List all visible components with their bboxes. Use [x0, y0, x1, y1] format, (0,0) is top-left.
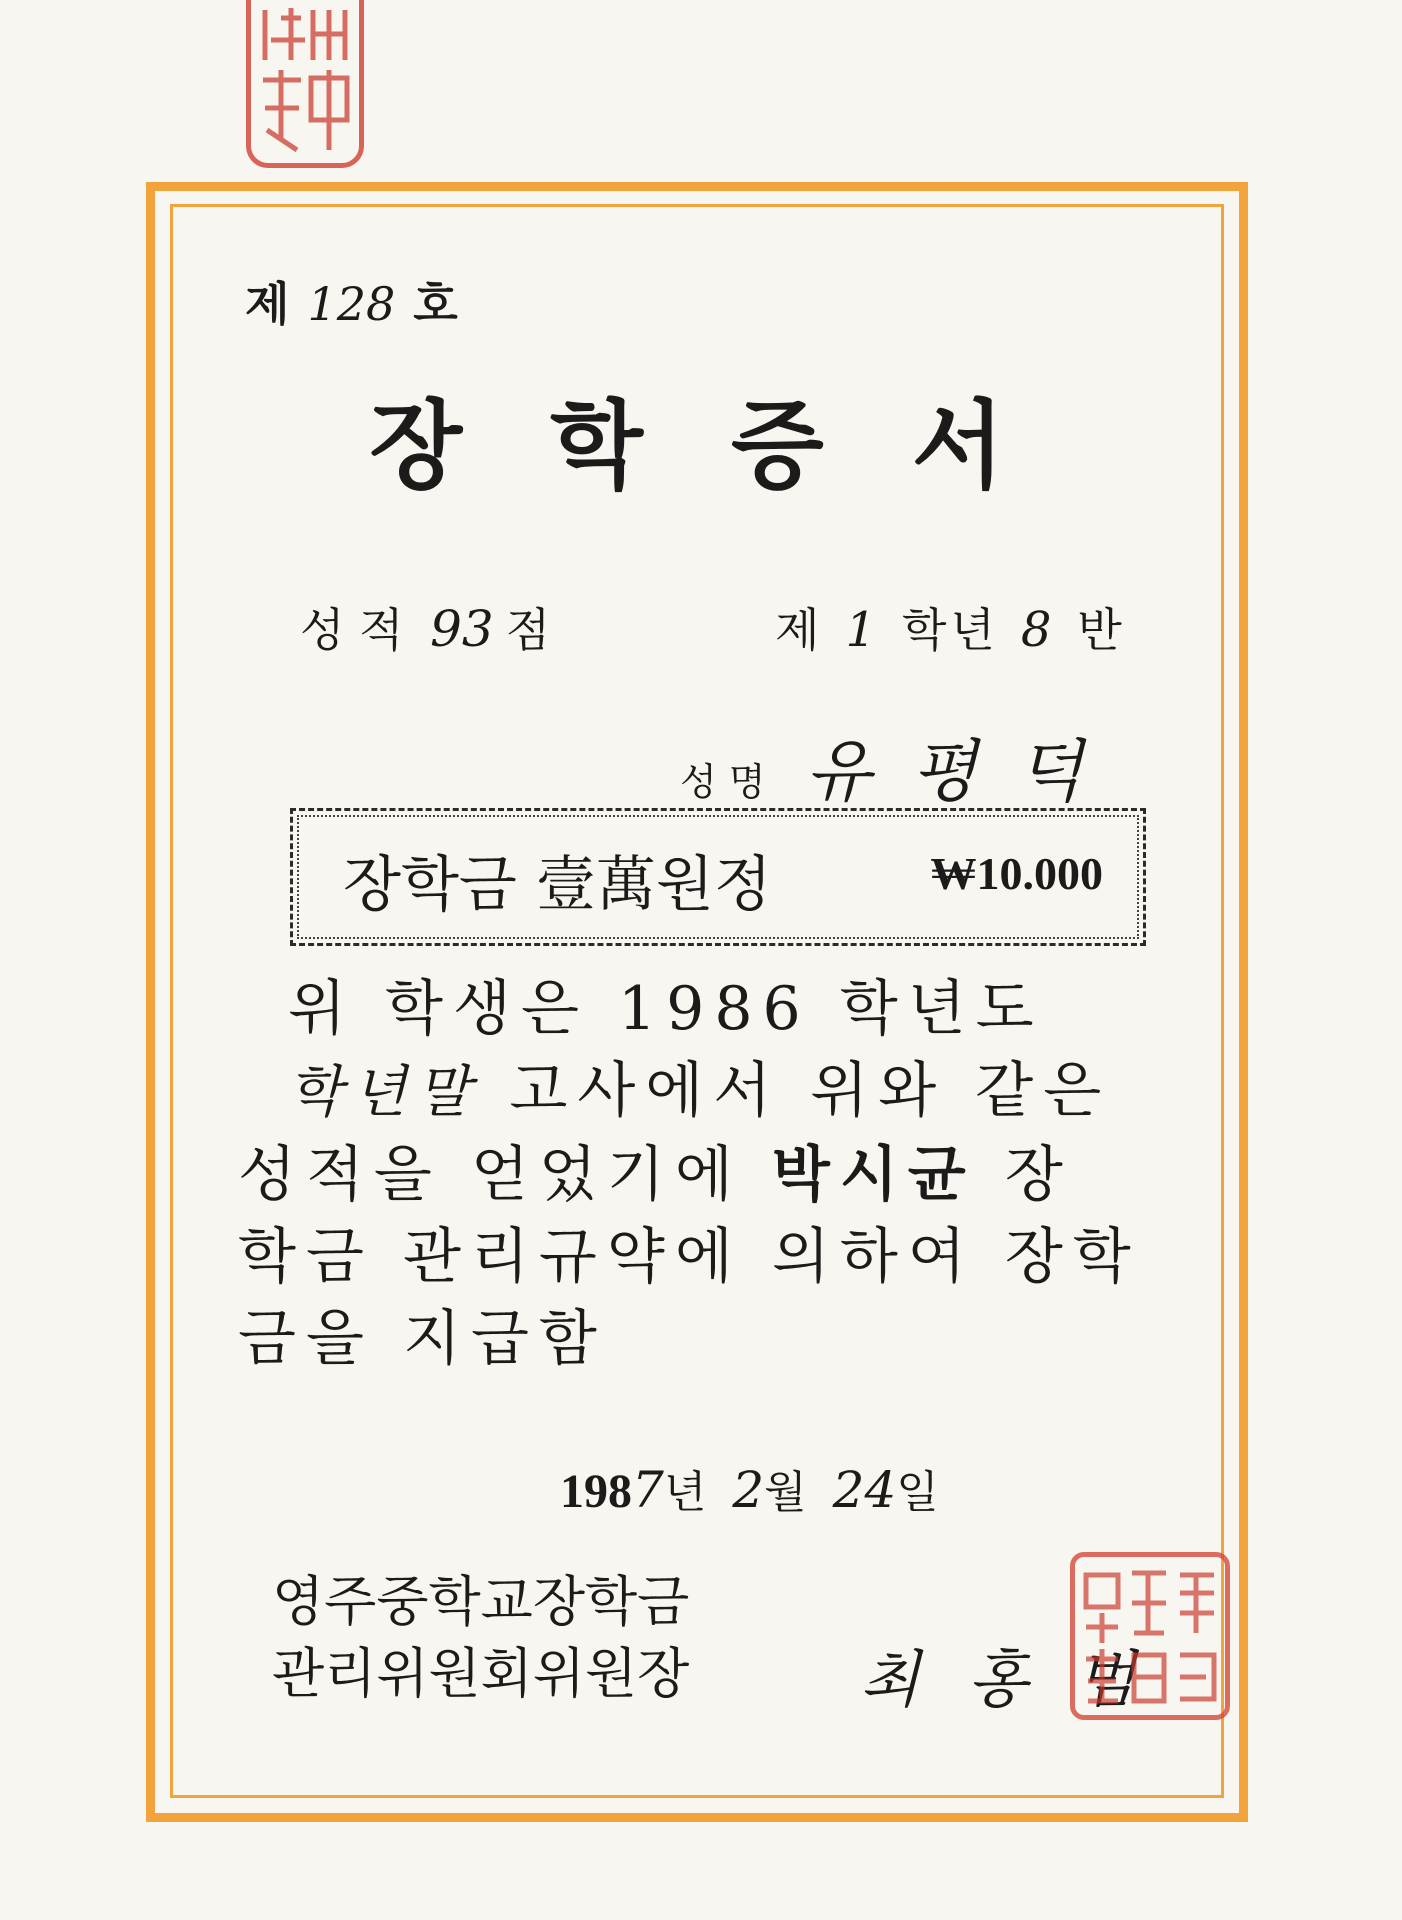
amount-box: [290, 808, 1146, 946]
date-year-unit: 년: [663, 1467, 707, 1518]
official-seal-icon: [1076, 1563, 1224, 1713]
certificate-body: [238, 968, 1198, 1380]
date-year-printed: 198: [560, 1465, 632, 1518]
date-month-unit: 월: [764, 1467, 807, 1518]
body-line-5: 금을 지급함: [238, 1304, 607, 1374]
body-year: 1986: [617, 974, 811, 1044]
number-prefix: 제: [245, 277, 290, 331]
issuer-line-1: 영주중학교장학금: [272, 1570, 690, 1633]
top-seal-icon: [251, 0, 359, 160]
body-line-1: [238, 968, 1198, 1050]
top-seal-stamp: [246, 0, 364, 168]
body-line-3-end: 장: [975, 1140, 1073, 1210]
date-day-unit: 일: [896, 1467, 939, 1518]
date-year-hand: 7: [632, 1461, 664, 1519]
class-unit: 반: [1077, 603, 1126, 657]
amount-text: 장학금 壹萬원정: [343, 850, 772, 920]
certificate-title: 장학증서: [369, 390, 1093, 502]
official-seal-stamp: [1070, 1552, 1230, 1720]
name-value: 유평덕: [805, 733, 1123, 812]
score-value: 93: [430, 600, 494, 658]
body-sponsor-name: 박시균: [771, 1140, 976, 1210]
number-value: 128: [307, 277, 396, 331]
score-unit: 점: [505, 603, 551, 657]
grade-unit: 학년: [901, 603, 999, 657]
grade-value: 1: [845, 602, 880, 658]
date-month: 2: [732, 1461, 765, 1519]
name-line: [680, 718, 1123, 815]
issuer-line-2: 관리위원회위원장: [272, 1642, 690, 1705]
body-line-3-start: 성적을 얻었기에: [238, 1140, 772, 1210]
class-value: 8: [1020, 602, 1056, 658]
body-line-1-start: 위 학생은: [288, 974, 618, 1044]
body-line-4: 학금 관리규약에 의하여 장학: [238, 1222, 1141, 1292]
score-label: 성 적: [300, 603, 404, 657]
class-line: [775, 594, 1126, 660]
body-line-2-end: 고사에서 위와 같은: [480, 1056, 1112, 1126]
issuer-block: [272, 1566, 689, 1710]
issue-date: [560, 1456, 965, 1520]
signer-name: 최홍범: [860, 1643, 1184, 1716]
date-day: 24: [832, 1461, 897, 1519]
number-suffix: 호: [413, 277, 458, 331]
body-line-2: [238, 1050, 1198, 1134]
score-line: [300, 594, 550, 660]
certificate-number: [245, 268, 458, 334]
name-label: 성 명: [680, 760, 766, 804]
body-handwritten-term: 학년말: [288, 1060, 481, 1125]
amount-figure: ₩10.000: [930, 848, 1103, 899]
body-line-1-end: 학년도: [810, 974, 1044, 1044]
class-prefix: 제: [775, 603, 824, 657]
body-line-3: [238, 1134, 1198, 1216]
